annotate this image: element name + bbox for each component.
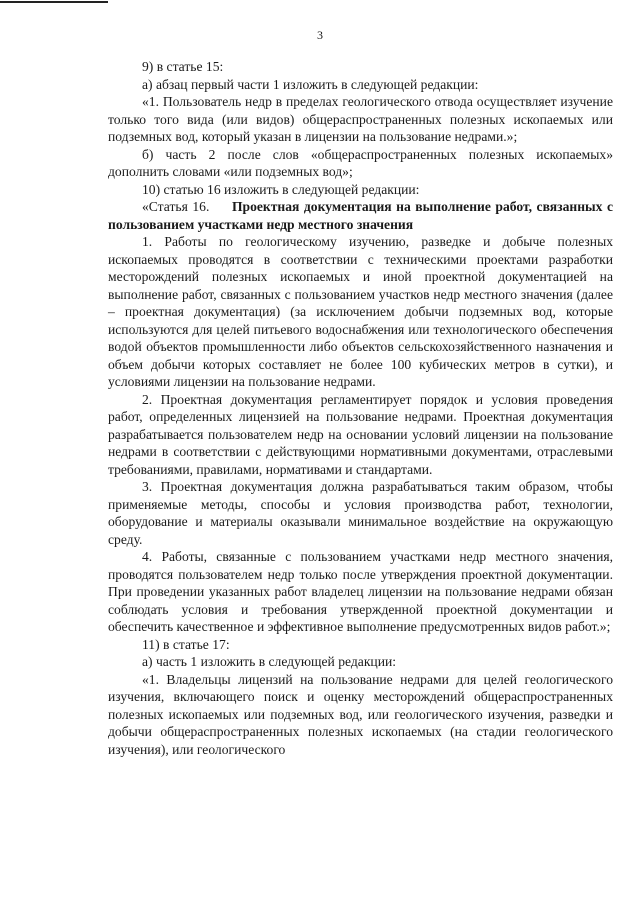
paragraph-item-9b: б) часть 2 после слов «общераспространенных полезных ископаемых» дополнить словами «или подземных вод»; — [108, 146, 613, 179]
article-heading — [108, 198, 613, 233]
paragraph-item-11: 11) в статье 17: — [142, 636, 230, 652]
article-title: Проектная документация на выполнение работ, связанных с пользованием участками недр местного значения — [108, 199, 613, 232]
paragraph-article-16-part-1: 1. Работы по геологическому изучению, разведке и добыче полезных ископаемых проводятся в соответствии с техническими проектами разработки месторождений полезных ископаемых и иной проектной документацией на выполнение работ, связанных с пользованием участков недр местного значения (далее – проектная документация) (за исключением добычи подземных вод, которые используются для целей питьевого водоснабжения или технологического обеспечения водой объектов промышленности либо объектов сельскохозяйственного назначения и объем добычи которых составляет не более 100 кубических метров в сутки), и условиями лицензии на пользование недрами. — [108, 234, 613, 389]
paragraph-item-9: 9) в статье 15: — [142, 59, 224, 74]
corner-rule — [0, 1, 108, 3]
paragraph-item-11a: а) часть 1 изложить в следующей редакции: — [142, 654, 397, 669]
paragraph-article-16-part-3: 3. Проектная документация должна разрабатываться таким образом, чтобы применяемые методы, способы и условия производства работ, технологии, оборудование и материалы оказывали минимальное воздействие на окружающую среду. — [108, 479, 613, 547]
paragraph-item-9a: а) абзац первый части 1 изложить в следующей редакции: — [142, 76, 479, 92]
paragraph-article-17-part-1: «1. Владельцы лицензий на пользование недрами для целей геологического изучения, включающего поиск и оценку месторождений общераспространенных полезных ископаемых или подземных вод, или геологического изучения, разведки и добычи общераспространенных полезных ископаемых (на стадии геологического изучения), или геологического — [108, 671, 613, 757]
page-number: 3 — [317, 28, 323, 42]
paragraph-quote-part-1: «1. Пользователь недр в пределах геологического отвода осуществляет изучение только того вида (или видов) общераспространенных полезных ископаемых или подземных вод, который указан в лицензии на пользование недрами.»; — [108, 94, 613, 144]
paragraph-item-10: 10) статью 16 изложить в следующей редакции: — [142, 181, 420, 197]
article-number: «Статья 16. — [142, 199, 210, 214]
paragraph-article-16-part-4: 4. Работы, связанные с пользованием участками недр местного значения, проводятся пользователем недр только после утверждения проектной документации. При проведении указанных работ владелец лицензии на пользование недрами обязан соблюдать условия и требования утвержденной проектной документации и обеспечить качественное и эффективное выполнение предусмотренных видов работ.»; — [108, 549, 613, 634]
paragraph-article-16-part-2: 2. Проектная документация регламентирует порядок и условия проведения работ, определенных лицензией на пользование недрами. Проектная документация разрабатывается пользователем недр на основании условий лицензии на пользование недрами в соответствии с действующими нормативными документами, отраслевыми требованиями, правилами, нормативами и стандартами. — [108, 391, 613, 477]
document-body — [108, 58, 613, 758]
